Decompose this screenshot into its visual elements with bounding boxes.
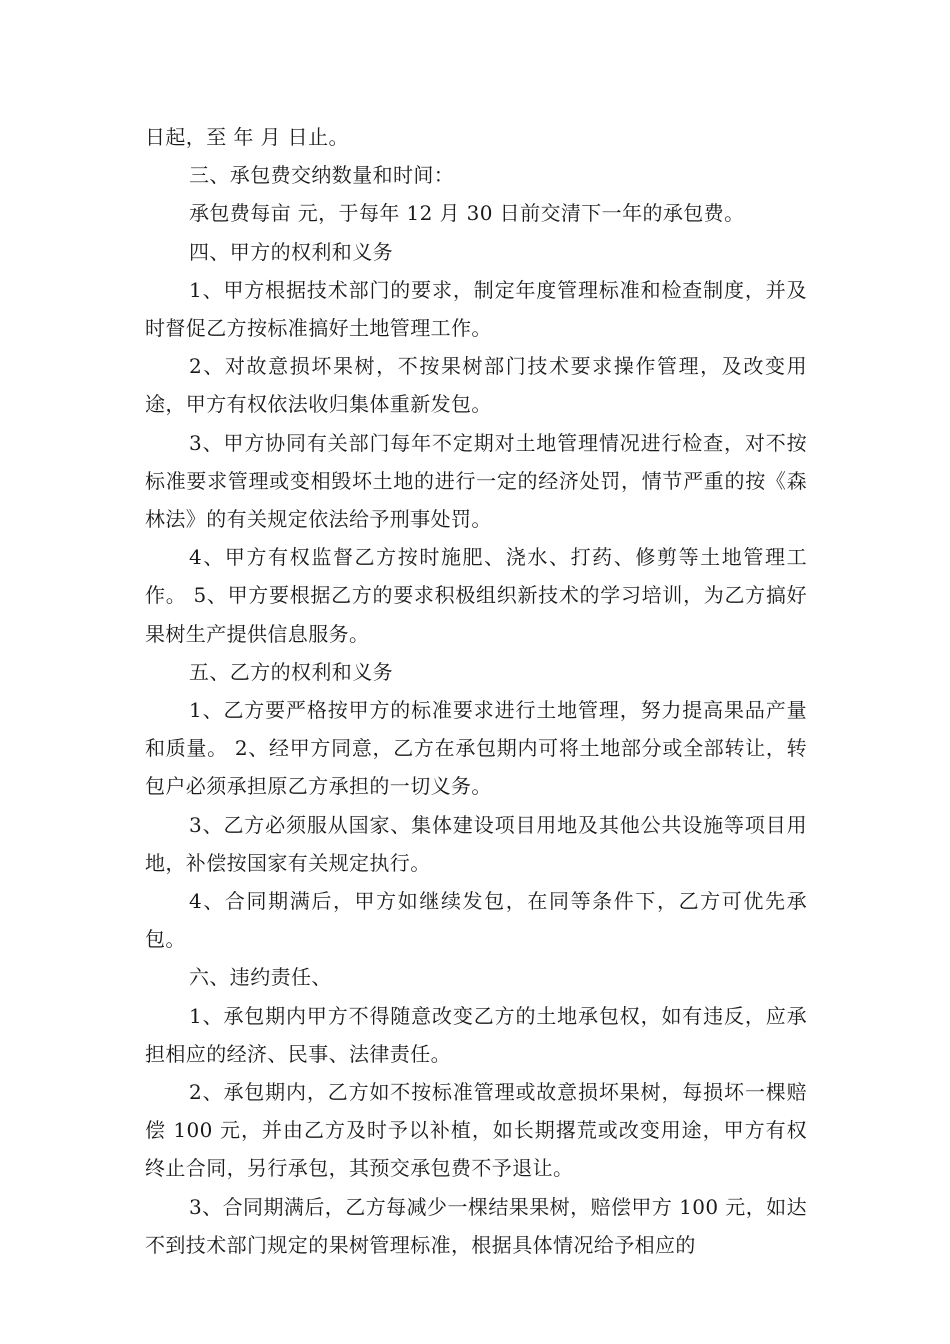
section-heading-fee-payment: 三、承包费交纳数量和时间： — [189, 163, 455, 188]
paragraph-party-b-item-1-2: 1、乙方要严格按甲方的标准要求进行土地管理，努力提高果品产量和质量。 2、经甲方同意，乙方在承包期内可将土地部分或全部转让，转包户必须承担原乙方承担的一切义务。 — [145, 698, 807, 799]
paragraph-fee-amount: 承包费每亩 元，于每年 12 月 30 日前交清下一年的承包费。 — [189, 201, 745, 226]
paragraph-liability-item-3: 3、合同期满后，乙方每减少一棵结果果树，赔偿甲方 100 元，如达不到技术部门规定的果树管理标准，根据具体情况给予相应的 — [145, 1194, 807, 1257]
paragraph-party-a-item-4-5: 4、甲方有权监督乙方按时施肥、浇水、打药、修剪等土地管理工作。 5、甲方要根据乙方的要求积极组织新技术的学习培训，为乙方搞好果树生产提供信息服务。 — [145, 545, 807, 646]
contract-body — [145, 118, 807, 1264]
paragraph-party-a-item-1: 1、甲方根据技术部门的要求，制定年度管理标准和检查制度，并及时督促乙方按标准搞好土地管理工作。 — [145, 277, 807, 341]
paragraph-term-end: 日起，至 年 月 日止。 — [145, 125, 349, 149]
paragraph-party-a-item-2: 2、对故意损坏果树，不按果树部门技术要求操作管理，及改变用途，甲方有权依法收归集体重新发包。 — [145, 354, 807, 417]
paragraph-party-b-item-4: 4、合同期满后，甲方如继续发包，在同等条件下，乙方可优先承包。 — [145, 889, 807, 952]
paragraph-party-b-item-3: 3、乙方必须服从国家、集体建设项目用地及其他公共设施等项目用地，补偿按国家有关规定执行。 — [145, 812, 807, 875]
paragraph-liability-item-1: 1、承包期内甲方不得随意改变乙方的土地承包权，如有违反，应承担相应的经济、民事、法律责任。 — [145, 1003, 807, 1066]
paragraph-party-a-item-3: 3、甲方协同有关部门每年不定期对土地管理情况进行检查，对不按标准要求管理或变相毁坏土地的进行一定的经济处罚，情节严重的按《森林法》的有关规定依法给予刑事处罚。 — [145, 430, 807, 532]
section-heading-party-a-rights: 四、甲方的权利和义务 — [189, 239, 393, 264]
paragraph-liability-item-2: 2、承包期内，乙方如不按标准管理或故意损坏果树，每损坏一棵赔偿 100 元，并由乙方及时予以补植，如长期撂荒或改变用途，甲方有权终止合同，另行承包，其预交承包费不予退让。 — [145, 1080, 807, 1181]
section-heading-party-b-rights: 五、乙方的权利和义务 — [189, 659, 393, 684]
section-heading-liability: 六、违约责任、 — [189, 965, 332, 990]
